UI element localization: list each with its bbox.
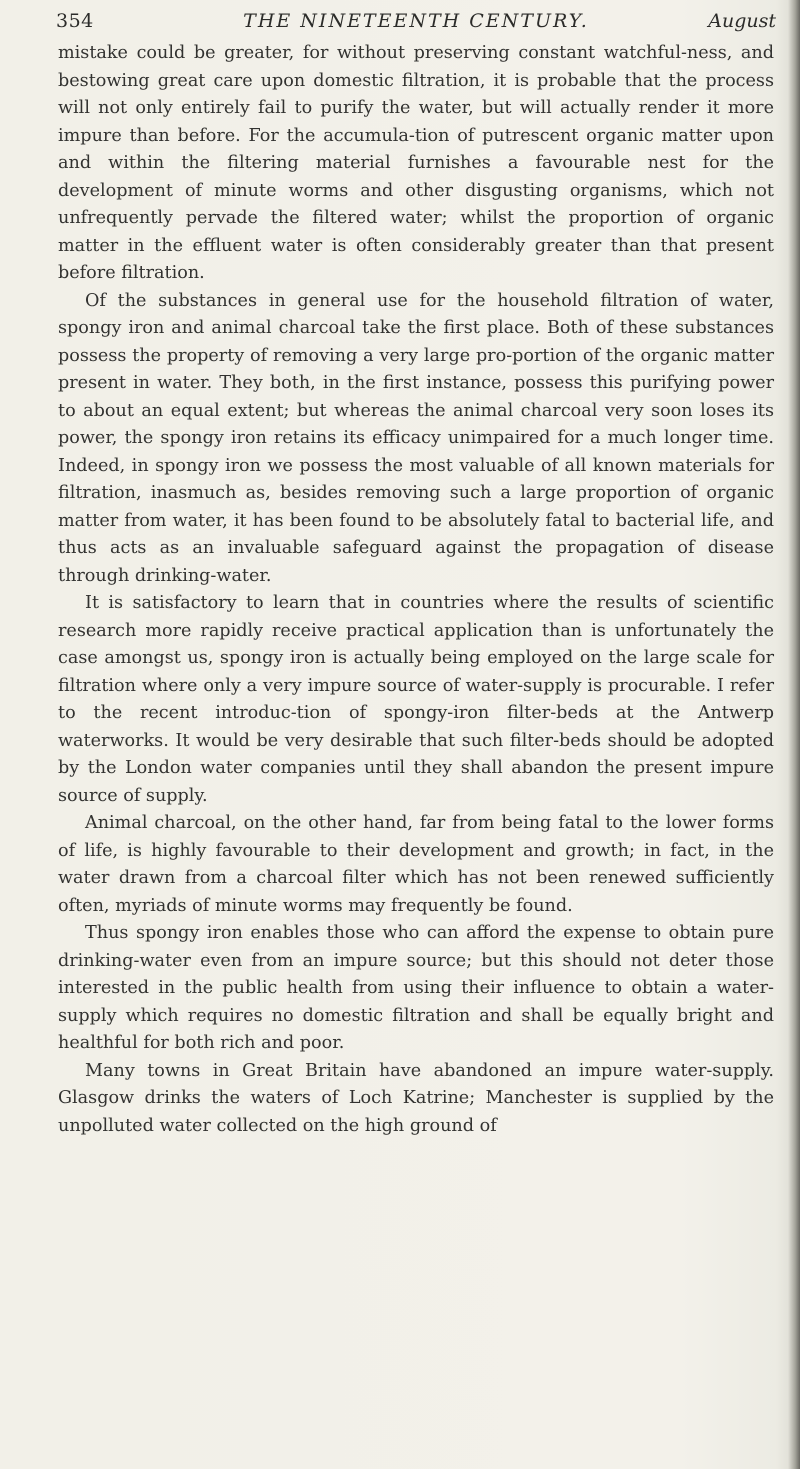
paragraph-6: Many towns in Great Britain have abandoned an impure water-supply. Glasgow drinks the waters of Loch Katrine; Manchester is supplied by the unpolluted water collected on the high ground of	[58, 1060, 774, 1136]
paragraph-5: Thus spongy iron enables those who can afford the expense to obtain pure drinking-water even from an impure source; but this should not deter those interested in the public health from using their influence to obtain a water-supply which requires no domestic filtration and shall be equally bright and healthful for both rich and poor.	[58, 923, 774, 1053]
page-edge-shadow	[788, 0, 800, 1469]
running-month: August	[708, 10, 776, 32]
paragraph-4: Animal charcoal, on the other hand, far from being fatal to the lower forms of life, is highly favourable to their development and growth; in fact, in the water drawn from a charcoal filter which has not been renewed sufficiently often, myriads of minute worms may frequently be found.	[58, 813, 774, 916]
running-title: THE NINETEENTH CENTURY.	[243, 10, 589, 32]
body-text	[58, 40, 774, 1140]
paragraph-2: Of the substances in general use for the household filtration of water, spongy iron and animal charcoal take the first place. Both of these substances possess the property of removing a very large pro-portion of the organic matter present in water. They both, in the first instance, possess this purifying power to about an equal extent; but whereas the animal charcoal very soon loses its power, the spongy iron retains its efficacy unimpaired for a much longer time. Indeed, in spongy iron we possess the most valuable of all known materials for filtration, inasmuch as, besides removing such a large proportion of organic matter from water, it has been found to be absolutely fatal to bacterial life, and thus acts as an invaluable safeguard against the propagation of disease through drinking-water.	[58, 290, 774, 586]
paragraph-3: It is satisfactory to learn that in countries where the results of scientific research more rapidly receive practical application than is unfortunately the case amongst us, spongy iron is actually being employed on the large scale for filtration where only a very impure source of water-supply is procurable. I refer to the recent introduc-tion of spongy-iron filter-beds at the Antwerp waterworks. It would be very desirable that such filter-beds should be adopted by the London water companies until they shall abandon the present impure source of supply.	[58, 593, 774, 806]
paragraph-1: mistake could be greater, for without preserving constant watchful-ness, and bestowing great care upon domestic filtration, it is probable that the process will not only entirely fail to purify the water, but will actually render it more impure than before. For the accumula-tion of putrescent organic matter upon and within the filtering material furnishes a favourable nest for the development of minute worms and other disgusting organisms, which not unfrequently pervade the filtered water; whilst the proportion of organic matter in the effluent water is often considerably greater than that present before filtration.	[58, 43, 774, 283]
page-number: 354	[56, 10, 94, 32]
running-header	[56, 4, 776, 40]
